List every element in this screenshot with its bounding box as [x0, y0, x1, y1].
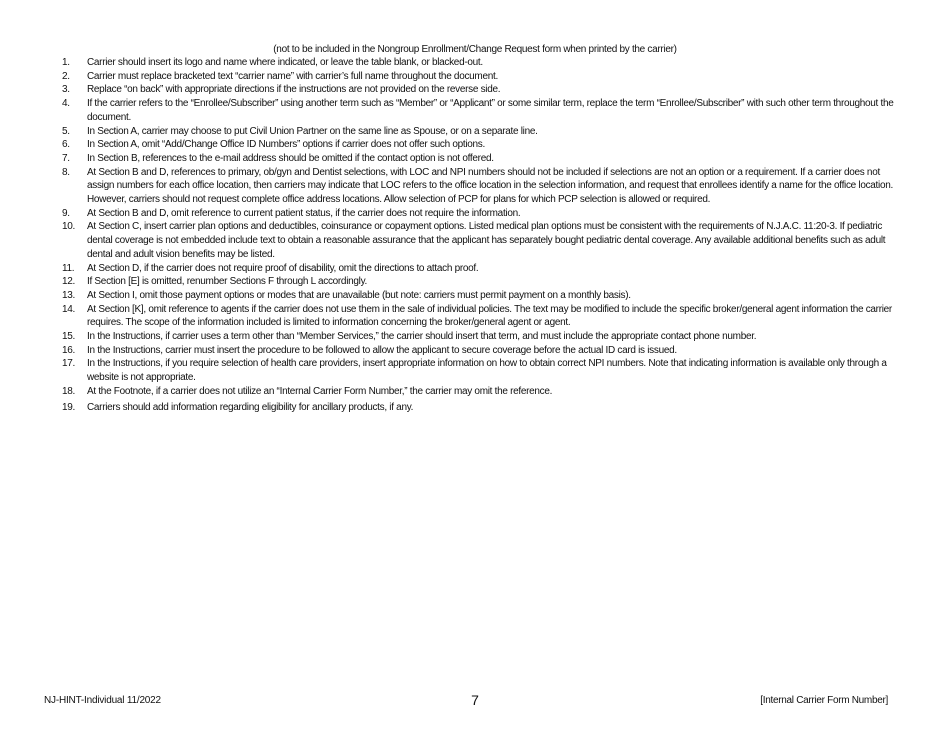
instruction-text: At Section B and D, omit reference to current patient status, if the carrier does not require the information.: [87, 207, 521, 219]
instruction-number: 18.: [62, 385, 76, 397]
instruction-text: In Section A, carrier may choose to put Civil Union Partner on the same line as Spouse, or on a separate line.: [87, 125, 538, 137]
instruction-item: [62, 220, 908, 261]
instruction-number: 8.: [62, 166, 70, 178]
instruction-number: 11.: [62, 262, 75, 274]
instruction-text: At Section I, omit those payment options or modes that are unavailable (but note: carriers must permit payment on a monthly basis).: [87, 289, 631, 301]
footer-page-number: 7: [471, 692, 479, 708]
instruction-number: 16.: [62, 344, 76, 356]
instruction-item: [62, 125, 908, 139]
instruction-item: [62, 97, 908, 124]
instruction-item: [62, 330, 908, 344]
instruction-number: 7.: [62, 152, 70, 164]
instruction-text: Replace “on back” with appropriate directions if the instructions are not provided on the reverse side.: [87, 84, 501, 96]
instruction-text: In the Instructions, carrier must insert the procedure to be followed to allow the applicant to secure coverage before the actual ID card is issued.: [87, 344, 677, 356]
instruction-text: If Section [E] is omitted, renumber Sections F through L accordingly.: [87, 276, 367, 288]
instruction-item: [62, 56, 908, 70]
instruction-item: [62, 401, 908, 415]
instruction-item: [62, 262, 908, 276]
instructions-list: [62, 56, 908, 414]
instruction-item: [62, 83, 908, 97]
instruction-text: At the Footnote, if a carrier does not utilize an “Internal Carrier Form Number,” the carrier may omit the reference.: [87, 385, 553, 397]
instruction-number: 3.: [62, 84, 70, 96]
instruction-item: [62, 357, 908, 384]
instruction-number: 13.: [62, 289, 76, 301]
instruction-item: [62, 70, 908, 84]
instruction-item: [62, 275, 908, 289]
instruction-text: In the Instructions, if carrier uses a term other than “Member Services,” the carrier should insert that term, and must include the appropriate contact phone number.: [87, 331, 757, 343]
footer-form-id: NJ-HINT-Individual 11/2022: [44, 695, 161, 706]
instruction-item: [62, 344, 908, 358]
instruction-text: Carrier should insert its logo and name where indicated, or leave the table blank, or blacked-out.: [87, 57, 483, 68]
instruction-number: 1.: [62, 57, 70, 68]
instruction-number: 5.: [62, 125, 70, 137]
instruction-number: 10.: [62, 221, 76, 233]
instruction-item: [62, 166, 908, 207]
instruction-text: Carrier must replace bracketed text “carrier name” with carrier’s full name throughout the document.: [87, 70, 498, 82]
instruction-text: In Section B, references to the e-mail address should be omitted if the contact option is not offered.: [87, 152, 494, 164]
instruction-number: 4.: [62, 98, 70, 110]
instruction-item: [62, 138, 908, 152]
instruction-item: [62, 385, 908, 399]
instruction-number: 9.: [62, 207, 70, 219]
instruction-item: [62, 303, 908, 330]
instruction-text: At Section [K], omit reference to agents if the carrier does not use them in the sale of individual policies. The text may be modified to include the specific broker/general agent information the carrier requires. The scope of the information included is limited to information concerning the broker/general agent or agent.: [87, 303, 892, 329]
instruction-text: In Section A, omit “Add/Change Office ID Numbers” options if carrier does not offer such options.: [87, 139, 485, 151]
instruction-text: Carriers should add information regarding eligibility for ancillary products, if any.: [87, 401, 414, 413]
instruction-text: If the carrier refers to the “Enrollee/Subscriber” using another term such as “Member” or “Applicant” or some similar term, replace the term “Enrollee/Subscriber” with such other term throughout the document.: [87, 98, 894, 123]
instruction-number: 15.: [62, 331, 76, 343]
instruction-number: 14.: [62, 303, 76, 315]
footer-carrier-form-number: [Internal Carrier Form Number]: [760, 695, 888, 706]
instruction-text: At Section B and D, references to primary, ob/gyn and Dentist selections, with LOC and NPI numbers should not be included if selections are not an option or a requirement. If a carrier does not assign numbers for each office location, then carriers may indicate that LOC refers to the office location in the selection information, and request that enrollees identify a name for the office location. However, carriers should not request complete office address locations. Allow selection of PCP for plans for which PCP selection is allowed or required.: [87, 166, 893, 206]
instruction-number: 17.: [62, 358, 76, 370]
instruction-item: [62, 207, 908, 221]
instruction-number: 12.: [62, 276, 76, 288]
instruction-text: In the Instructions, if you require selection of health care providers, insert appropriate information on how to obtain correct NPI numbers. Note that indicating information is available only through a website is not appropriate.: [87, 358, 887, 384]
instruction-text: At Section D, if the carrier does not require proof of disability, omit the directions to attach proof.: [87, 262, 479, 274]
intro-note: (not to be included in the Nongroup Enrollment/Change Request form when printed by the carrier): [273, 44, 677, 55]
instruction-item: [62, 289, 908, 303]
instruction-item: [62, 152, 908, 166]
instruction-number: 2.: [62, 70, 70, 82]
instruction-text: At Section C, insert carrier plan options and deductibles, coinsurance or copayment options. Listed medical plan options must be consistent with the requirements of N.J.A.C. 11:20-3. If pediatric dental coverage is not embedded include text to obtain a reasonable assurance that the applicant has separately bought pediatric dental coverage. Any available additional benefits such as adult dental and adult vision benefits may be listed.: [87, 221, 886, 260]
instruction-number: 19.: [62, 401, 76, 413]
instruction-number: 6.: [62, 139, 70, 151]
